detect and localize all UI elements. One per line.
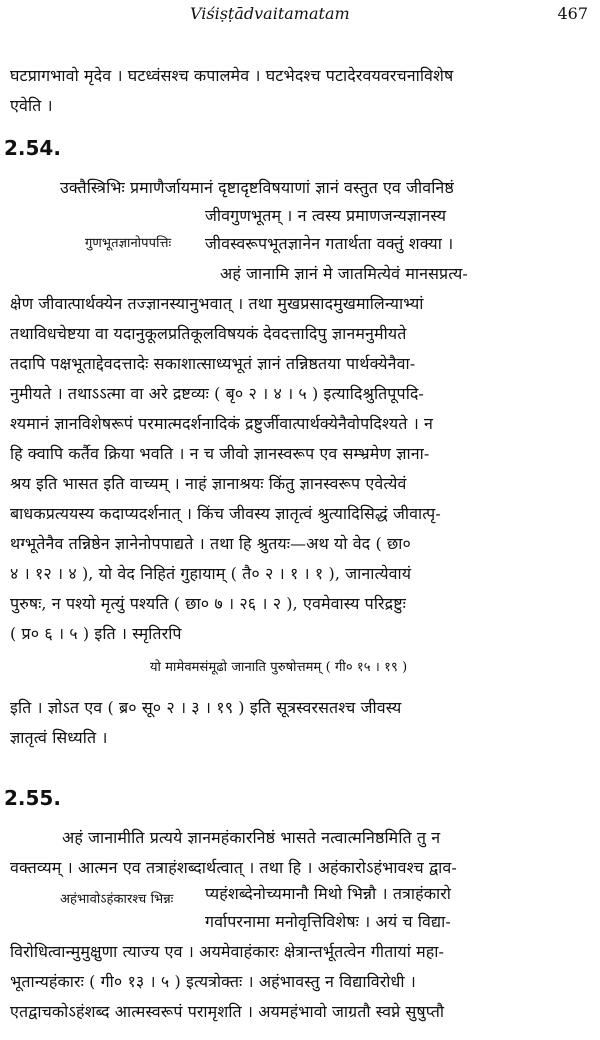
page-number: 467 [557,4,588,23]
running-title: Viśiṣṭādvaitamatam [190,4,350,23]
quoted-verse: यो मामेवमसंमूढो जानाति पुरुषोत्तमम् ( गी० १५ । १९ ) [150,660,408,675]
text-line: क्षेण जीवात्पार्थक्येन तज्ज्ञानस्यानुभवात् । तथा मुखप्रसादमुखमालिन्याभ्यां [10,294,424,313]
text-line: ज्ञातृत्वं सिध्यति । [10,728,108,747]
text-line: ४ । १२ । ४ ), यो वेद निहितं गुहायाम् ( तै० २ । १ । १ ), जानात्येवायं [10,564,412,583]
text-line: श्यमानं ज्ञानविशेषरूपं परमात्मदर्शनादिकं द्रष्टुर्जीवात्पार्थक्येनैवोपदिश्यते । न [10,414,434,433]
text-line: एवेति । [10,96,53,115]
text-line: वक्तव्यम् । आत्मन एव तत्राहंशब्दार्थत्वात् । तथा हि । अहंकारोऽहंभावश्च द्वाव- [10,858,457,877]
text-line: उक्तैस्त्रिभिः प्रमाणैर्जायमानं दृष्टादृष्टविषयाणां ज्ञानं वस्तुत एव जीवनिष्ठं [60,178,454,197]
text-line: गर्वापरनामा मनोवृत्तिविशेषः । अयं च विद्या- [205,912,451,931]
text-line: विरोधित्वान्मुमुक्षुणा त्याज्य एव । अयमेवाहंकारः क्षेत्रान्तर्भूतत्वेन गीतायां महा- [10,942,445,961]
text-line: इति । ज्ञोऽत एव ( ब्र० सू० २ । ३ । १९ ) इति सूत्रस्वरसतश्च जीवस्य [10,698,402,717]
text-line: तदापि पक्षभूताद्देवदत्तादेः सकाशात्साध्यभूतं ज्ञानं तन्निष्ठतया पार्थक्येनैवा- [10,354,416,373]
text-line: नुमीयते । तथाऽऽत्मा वा अरे द्रष्टव्यः ( बृ० २ । ४ । ५ ) इत्यादिश्रुतिपूपदि- [10,384,424,403]
text-line: जीवस्वरूपभूतज्ञानेन गतार्थता वक्तुं शक्या । [205,234,454,253]
section-number: 2.54. [4,136,61,160]
text-line: पुरुषः, न पश्यो मृत्युं पश्यति ( छा० ७ । २६ । २ ), एवमेवास्य परिद्रष्टुः [10,594,406,613]
text-line: हि क्वापि कर्तैव क्रिया भवति । न च जीवो ज्ञानस्वरूप एव सम्भ्रमेण ज्ञाना- [10,444,430,463]
text-line: घटप्रागभावो मृदेव । घटध्वंसश्च कपालमेव । घटभेदश्च पटादेरवयवरचनाविशेष [10,66,454,85]
margin-note: गुणभूतज्ञानोपपत्तिः [85,236,172,251]
text-line: भूतान्यहंकारः ( गी० १३ । ५ ) इत्यत्रोक्तः । अहंभावस्तु न विद्याविरोधी । [10,972,416,991]
text-line: थग्भूतेनैव तन्निष्ठेन ज्ञानेनोपपाद्यते । तथा हि श्रुतयः—अथ यो वेद ( छा० [10,534,411,553]
margin-note: अहंभावोऽहंकारश्च भिन्नः [60,892,174,907]
text-line: तथाविधचेष्टया वा यदानुकूलप्रतिकूलविषयकं देवदत्तादिपु ज्ञानमनुमीयते [10,324,407,343]
text-line: जीवगुणभूतम् । न त्वस्य प्रमाणजन्यज्ञानस्य [205,206,447,225]
text-line: बाधकप्रत्ययस्य कदाप्यदर्शनात् । किंच जीवस्य ज्ञातृत्वं श्रुत्यादिसिद्धं जीवात्पृ- [10,504,441,523]
page-header [0,2,600,26]
text-line: अहं जानामीति प्रत्यये ज्ञानमहंकारनिष्ठं भासते नत्वात्मनिष्ठमिति तु न [62,828,441,847]
text-line: प्यहंशब्देनोच्यमानौ मिथो भिन्नौ । तत्राहंकारो [205,884,452,903]
text-line: अहं जानामि ज्ञानं मे जातमित्येवं मानसप्रत्य- [220,264,468,283]
section-number: 2.55. [4,786,61,810]
text-line: श्रय इति भासत इति वाच्यम् । नाहं ज्ञानाश्रयः किंतु ज्ञानस्वरूप एवेत्येवं [10,474,407,493]
text-line: एतद्वाचकोऽहंशब्द आत्मस्वरूपं परामृशति । अयमहंभावो जाग्रतौ स्वप्ने सुषुप्तौ [10,1002,445,1021]
text-line: ( प्र० ६ । ५ ) इति । स्मृतिरपि [10,624,182,643]
